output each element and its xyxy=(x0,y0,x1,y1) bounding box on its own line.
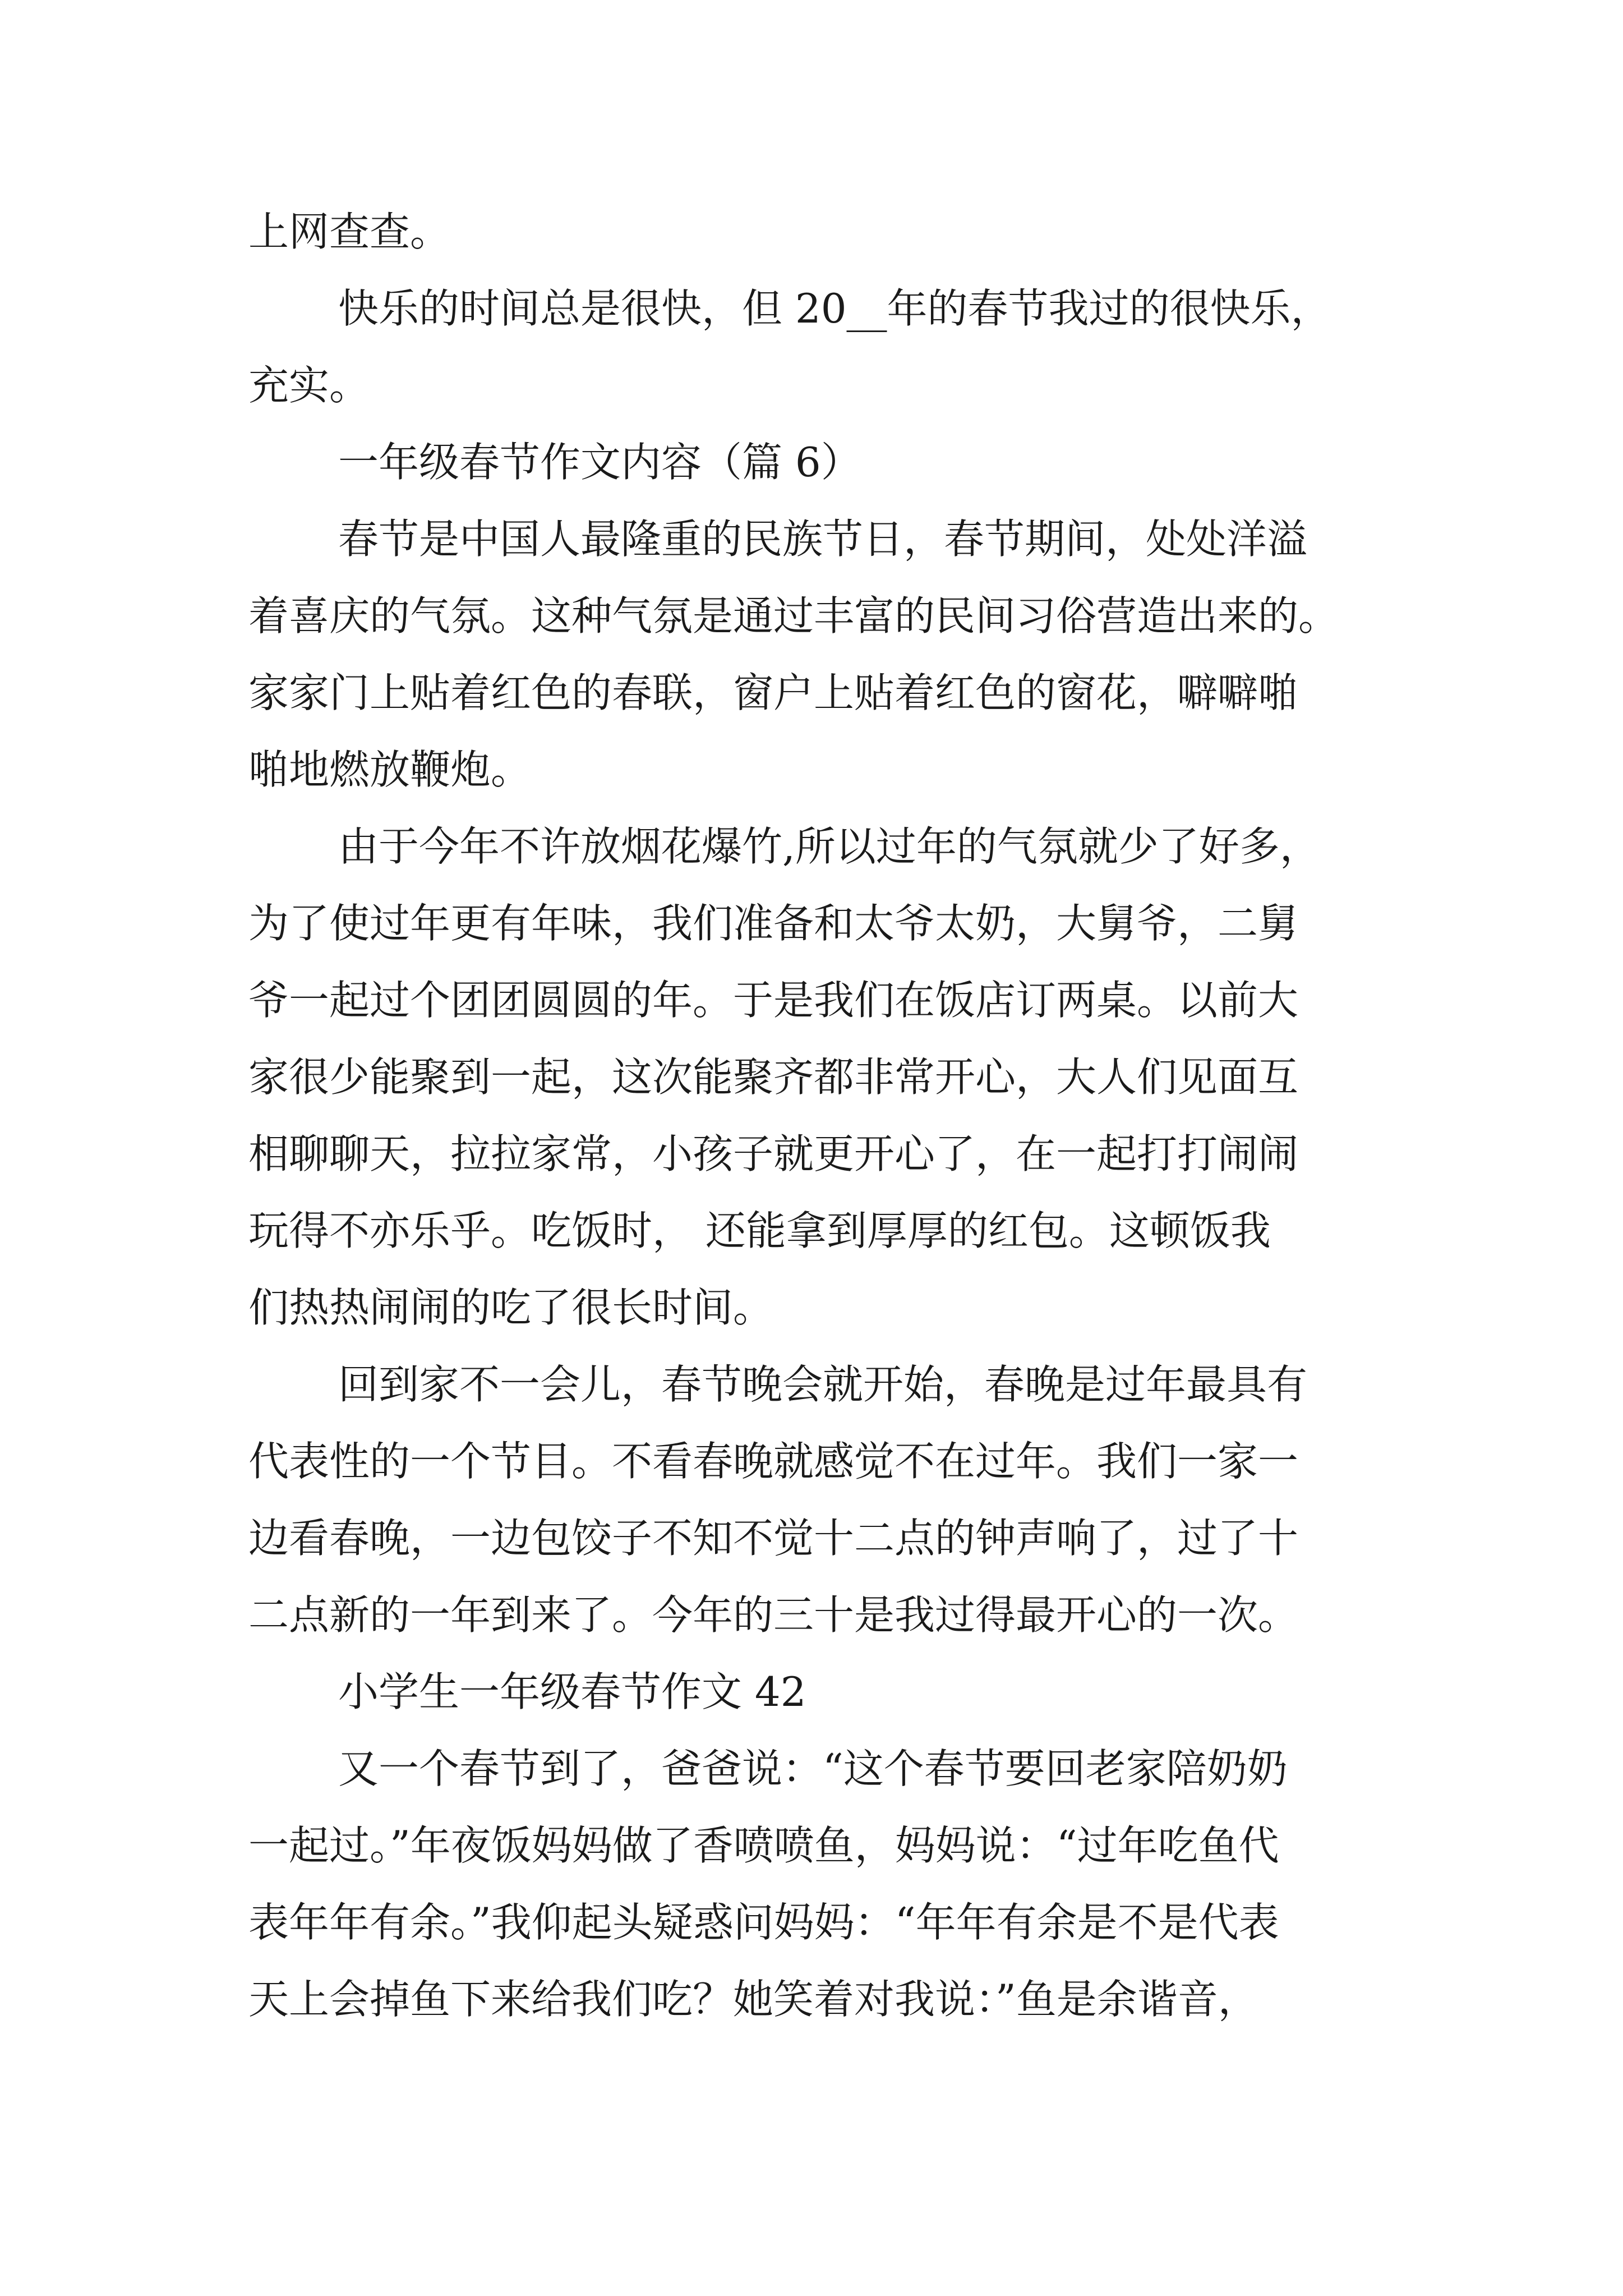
text-line: 春节是中国人最隆重的民族节日，春节期间，处处洋溢 xyxy=(338,516,1308,563)
text-line: 们热热闹闹的吃了很长时间。 xyxy=(248,1284,774,1331)
text-line: 由于今年不许放烟花爆竹,所以过年的气氛就少了好多， xyxy=(338,823,1320,870)
text-line: 边看春晚，一边包饺子不知不觉十二点的钟声响了，过了十 xyxy=(248,1515,1299,1562)
text-line: 天上会掉鱼下来给我们吃？她笑着对我说：”鱼是余谐音， xyxy=(248,1976,1258,2023)
text-line: 二点新的一年到来了。今年的三十是我过得最开心的一次。 xyxy=(248,1591,1299,1639)
text-line: 家家门上贴着红色的春联，窗户上贴着红色的窗花，噼噼啪 xyxy=(248,669,1299,716)
text-line: 家很少能聚到一起，这次能聚齐都非常开心，大人们见面互 xyxy=(248,1053,1299,1101)
text-line: 充实。 xyxy=(248,362,370,409)
text-line: 啪地燃放鞭炮。 xyxy=(248,746,532,793)
text-line: 上网查查。 xyxy=(248,208,451,255)
text-line: 玩得不亦乐乎。吃饭时， 还能拿到厚厚的红包。这顿饭我 xyxy=(248,1207,1271,1254)
text-line: 一起过。”年夜饭妈妈做了香喷喷鱼，妈妈说：“过年吃鱼代 xyxy=(248,1822,1279,1869)
text-line: 相聊聊天，拉拉家常，小孩子就更开心了，在一起打打闹闹 xyxy=(248,1130,1299,1177)
text-line: 一年级春节作文内容（篇 6） xyxy=(338,439,861,486)
text-line: 爷一起过个团团圆圆的年。于是我们在饭店订两桌。以前大 xyxy=(248,977,1299,1024)
text-line: 着喜庆的气氛。这种气氛是通过丰富的民间习俗营造出来的。 xyxy=(248,592,1339,639)
text-line: 又一个春节到了，爸爸说：“这个春节要回老家陪奶奶 xyxy=(338,1745,1288,1792)
text-line: 表年年有余。”我仰起头疑惑问妈妈：“年年有余是不是代表 xyxy=(248,1899,1279,1946)
document-body xyxy=(248,194,1393,2038)
text-line: 代表性的一个节目。不看春晚就感觉不在过年。我们一家一 xyxy=(248,1438,1299,1485)
text-line: 回到家不一会儿，春节晚会就开始，春晚是过年最具有 xyxy=(338,1361,1308,1408)
text-line: 为了使过年更有年味，我们准备和太爷太奶，大舅爷，二舅 xyxy=(248,900,1299,947)
text-line: 快乐的时间总是很快，但 20__年的春节我过的很快乐， xyxy=(338,285,1331,332)
text-line: 小学生一年级春节作文 42 xyxy=(338,1668,806,1715)
